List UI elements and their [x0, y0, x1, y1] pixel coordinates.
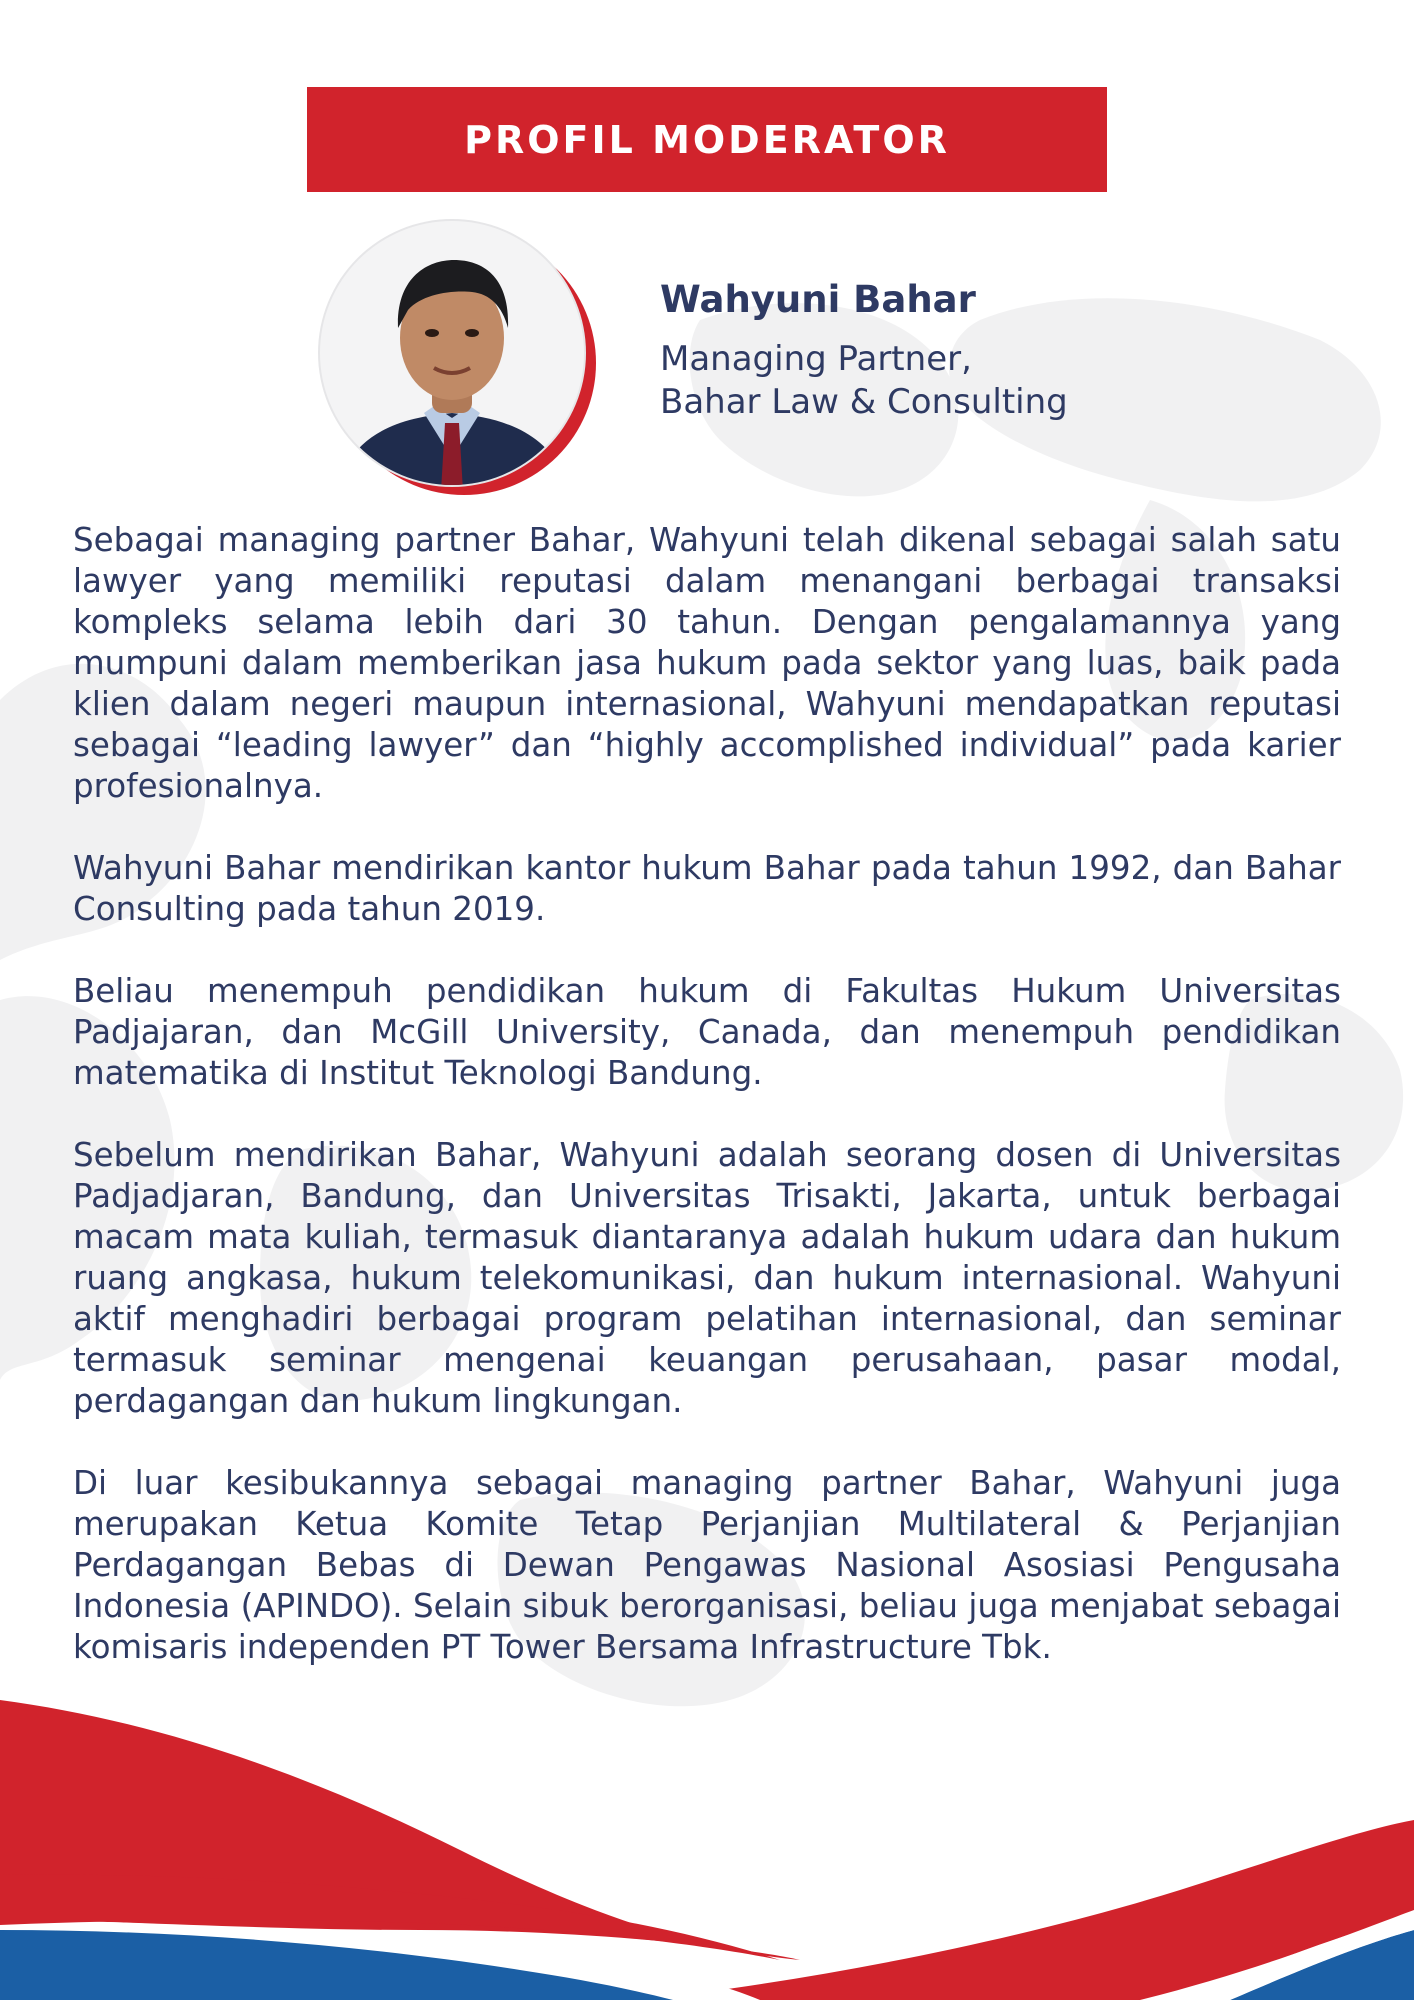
bio-paragraph-1: Sebagai managing partner Bahar, Wahyuni telah dikenal sebagai salah satu lawyer yang memiliki reputasi dalam menangani berbagai transaksi kompleks selama lebih dari 30 tahun. Dengan pengalamannya yang mumpuni dalam memberikan jasa hukum pada sektor yang luas, baik pada klien dalam negeri maupun internasional, Wahyuni mendapatkan reputasi sebagai “leading lawyer” dan “highly accomplished individual” pada karier profesionalnya.	[73, 521, 1341, 805]
role-line-1: Managing Partner,	[660, 339, 972, 379]
bio-paragraph-2: Wahyuni Bahar mendirikan kantor hukum Bahar pada tahun 1992, dan Bahar Consulting pada tahun 2019.	[73, 849, 1341, 928]
bio-paragraph-5: Di luar kesibukannya sebagai managing partner Bahar, Wahyuni juga merupakan Ketua Komite Tetap Perjanjian Multilateral & Perjanjian Perdagangan Bebas di Dewan Pengawas Nasional Asosiasi Pengusaha Indonesia (APINDO). Selain sibuk berorganisasi, beliau juga menjabat sebagai komisaris independen PT Tower Bersama Infrastructure Tbk.	[73, 1464, 1341, 1666]
biography-text	[73, 520, 1341, 1668]
bio-paragraph-3: Beliau menempuh pendidikan hukum di Fakultas Hukum Universitas Padjajaran, dan McGill University, Canada, dan menempuh pendidikan matematika di Institut Teknologi Bandung.	[73, 972, 1341, 1092]
decorative-waves	[0, 1680, 1414, 2000]
portrait-illustration	[312, 218, 602, 498]
page-title-banner	[307, 87, 1107, 192]
moderator-portrait	[312, 218, 602, 498]
role-line-2: Bahar Law & Consulting	[660, 382, 1068, 422]
moderator-name: Wahyuni Bahar	[660, 278, 976, 321]
bio-paragraph-4: Sebelum mendirikan Bahar, Wahyuni adalah seorang dosen di Universitas Padjadjaran, Bandung, dan Universitas Trisakti, Jakarta, untuk berbagai macam mata kuliah, termasuk diantaranya adalah hukum udara dan hukum ruang angkasa, hukum telekomunikasi, dan hukum internasional. Wahyuni aktif menghadiri berbagai program pelatihan internasional, dan seminar termasuk seminar mengenai keuangan perusahaan, pasar modal, perdagangan dan hukum lingkungan.	[73, 1136, 1341, 1420]
moderator-role	[660, 338, 1068, 424]
page-title: PROFIL MODERATOR	[464, 117, 950, 162]
